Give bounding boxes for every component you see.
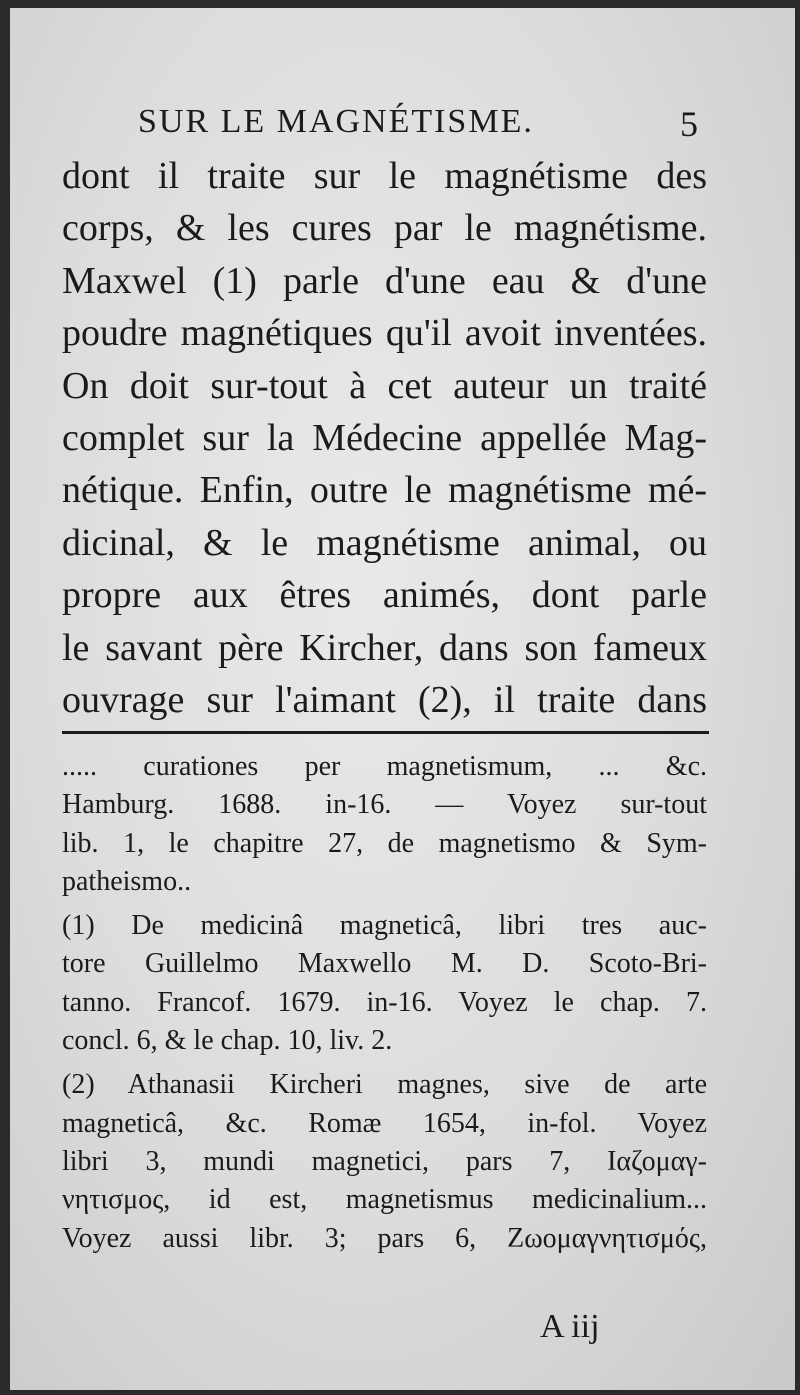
page-number: 5	[680, 104, 698, 144]
footnote-line: Voyez aussi libr. 3; pars 6, Ζωομαγνητισμός,	[62, 1222, 707, 1254]
footnote-line: (1) De medicinâ magneticâ, libri tres auc-	[62, 910, 707, 942]
footnote-line: magneticâ, &c. Romæ 1654, in-fol. Voyez	[62, 1107, 707, 1139]
footnote-line: tanno. Francof. 1679. in-16. Voyez le chap. 7.	[62, 986, 707, 1018]
footnote-line: (2) Athanasii Kircheri magnes, sive de arte	[62, 1069, 707, 1101]
footnote-line: patheismo..	[62, 865, 192, 897]
footnote-line: concl. 6, & le chap. 10, liv. 2.	[62, 1025, 393, 1057]
text-line: complet sur la Médecine appellée Mag-	[62, 416, 707, 459]
text-line: ouvrage sur l'aimant (2), il traite dans	[62, 678, 707, 721]
text-line: le savant père Kircher, dans son fameux	[62, 626, 707, 669]
text-line: Maxwel (1) parle d'une eau & d'une	[62, 259, 707, 302]
text-line: nétique. Enfin, outre le magnétisme mé-	[62, 469, 707, 512]
footnotes	[62, 748, 707, 1258]
page-header	[10, 103, 795, 153]
text-line: propre aux êtres animés, dont parle	[62, 574, 707, 617]
footnote-line: libri 3, mundi magnetici, pars 7, Ιαζομαγ-	[62, 1145, 707, 1177]
footnote-line: lib. 1, le chapitre 27, de magnetismo & Sym-	[62, 827, 707, 859]
running-title: SUR LE MAGNÉTISME.	[138, 103, 534, 140]
text-line: On doit sur-tout à cet auteur un traité	[62, 364, 707, 407]
footnote-line: ..... curationes per magnetismum, ... &c.	[62, 751, 707, 782]
text-line: dont il traite sur le magnétisme des	[62, 155, 707, 197]
text-line: dicinal, & le magnétisme animal, ou	[62, 521, 707, 564]
footnote-line: Hamburg. 1688. in-16. — Voyez sur-tout	[62, 789, 707, 821]
footnote-line: tore Guillelmo Maxwello M. D. Scoto-Bri-	[62, 948, 707, 980]
book-page	[10, 8, 795, 1390]
footnote-rule	[62, 731, 709, 734]
text-line: poudre magnétiques qu'il avoit inventées.	[62, 312, 707, 355]
footnote-line: νητισμος, id est, magnetismus medicinalium...	[62, 1184, 707, 1216]
main-text	[62, 150, 707, 726]
text-line: corps, & les cures par le magnétisme.	[62, 207, 707, 250]
signature-mark: A iij	[540, 1308, 600, 1345]
